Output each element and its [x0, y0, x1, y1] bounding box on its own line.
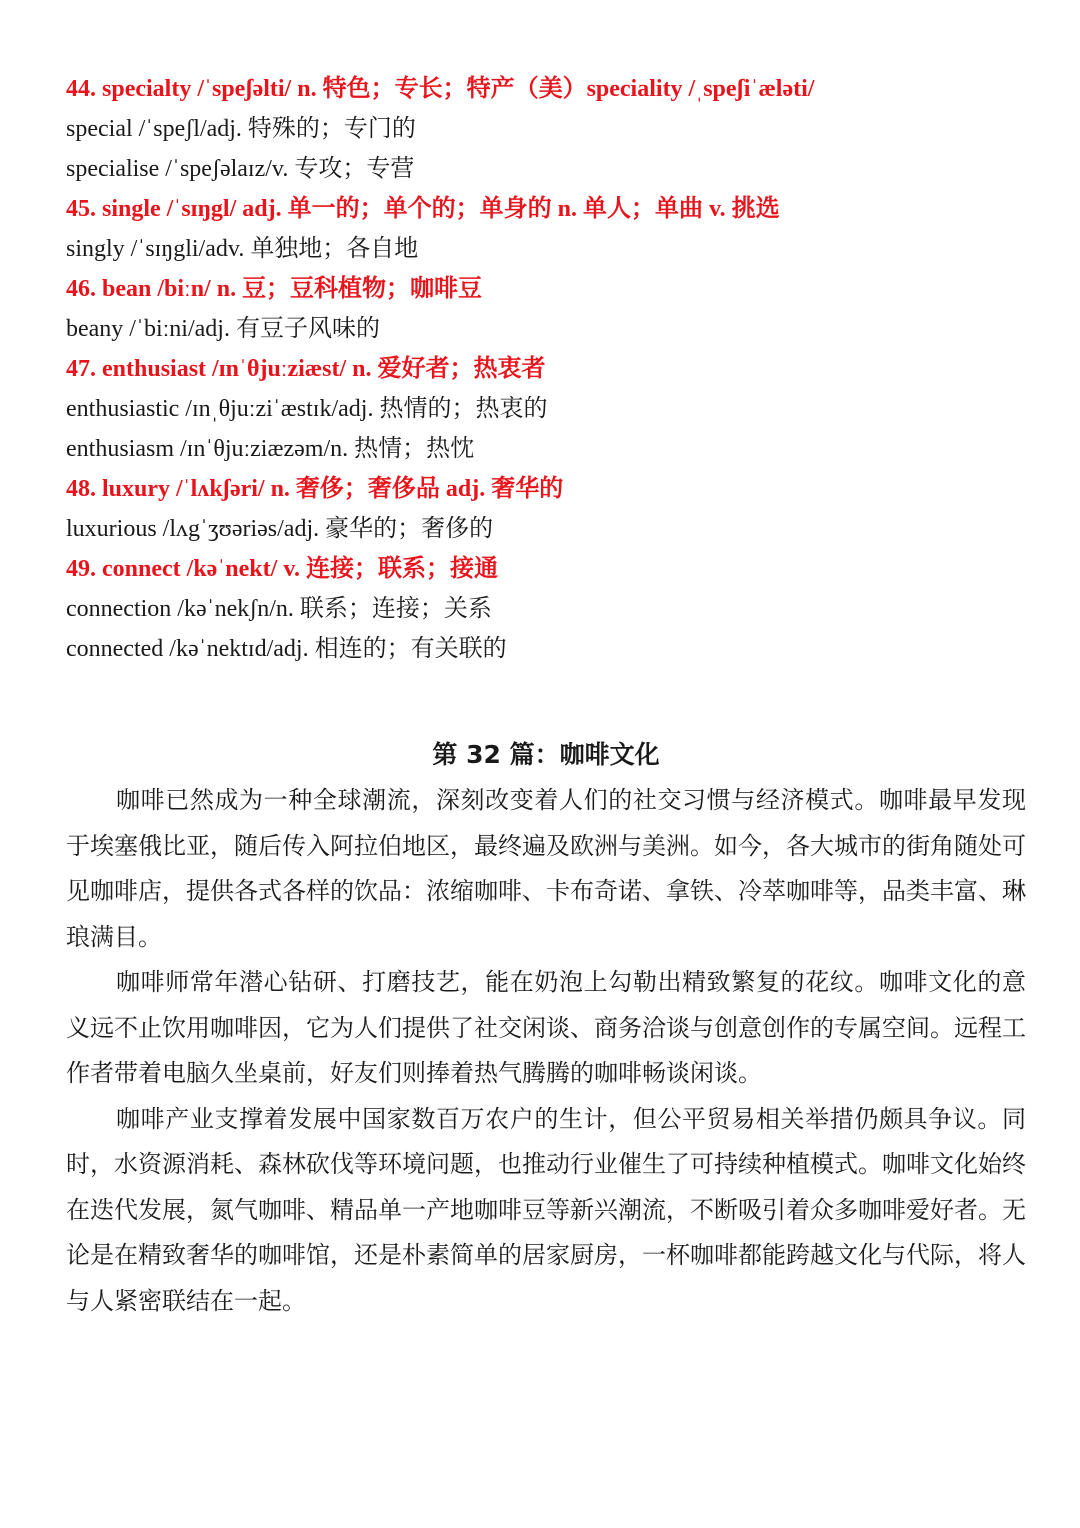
vocab-entry-single: 45. single /ˈsɪŋgl/ adj. 单一的；单个的；单身的 n. 单人；单曲 v. 挑选	[66, 196, 780, 222]
vocabulary-list	[66, 69, 1026, 669]
vocab-derivative-special: special /ˈspeʃl/adj. 特殊的；专门的	[66, 116, 416, 142]
vocab-entry-specialty: 44. specialty /ˈspeʃəlti/ n. 特色；专长；特产（美）speciality /ˌspeʃiˈæləti/	[66, 76, 815, 102]
vocab-derivative-enthusiasm: enthusiasm /ɪnˈθjuːziæzəm/n. 热情；热忱	[66, 436, 475, 462]
vocab-derivative-enthusiastic: enthusiastic /ɪnˌθjuːziˈæstɪk/adj. 热情的；热衷的	[66, 396, 548, 422]
vocab-derivative-luxurious: luxurious /lʌgˈʒʊəriəs/adj. 豪华的；奢侈的	[66, 516, 494, 542]
passage-paragraph-3: 咖啡产业支撑着发展中国家数百万农户的生计，但公平贸易相关举措仍颇具争议。同时，水资源消耗、森林砍伐等环境问题，也推动行业催生了可持续种植模式。咖啡文化始终在迭代发展，氮气咖啡、精品单一产地咖啡豆等新兴潮流，不断吸引着众多咖啡爱好者。无论是在精致奢华的咖啡馆，还是朴素简单的居家厨房，一杯咖啡都能跨越文化与代际，将人与人紧密联结在一起。	[66, 1104, 1026, 1315]
vocab-entry-enthusiast: 47. enthusiast /ɪnˈθjuːziæst/ n. 爱好者；热衷者	[66, 356, 546, 382]
vocab-entry-luxury: 48. luxury /ˈlʌkʃəri/ n. 奢侈；奢侈品 adj. 奢华的	[66, 476, 564, 502]
passage-paragraph-1: 咖啡已然成为一种全球潮流，深刻改变着人们的社交习惯与经济模式。咖啡最早发现于埃塞俄比亚，随后传入阿拉伯地区，最终遍及欧洲与美洲。如今，各大城市的街角随处可见咖啡店，提供各式各样的饮品：浓缩咖啡、卡布奇诺、拿铁、冷萃咖啡等，品类丰富、琳琅满目。	[66, 786, 1026, 951]
vocab-derivative-connection: connection /kəˈnekʃn/n. 联系；连接；关系	[66, 596, 492, 622]
vocab-derivative-connected: connected /kəˈnektɪd/adj. 相连的；有关联的	[66, 636, 507, 662]
reading-passage	[66, 732, 1026, 1324]
vocab-derivative-beany: beany /ˈbiːni/adj. 有豆子风味的	[66, 316, 380, 342]
vocab-derivative-specialise: specialise /ˈspeʃəlaɪz/v. 专攻；专营	[66, 156, 415, 182]
vocab-entry-connect: 49. connect /kəˈnekt/ v. 连接；联系；接通	[66, 556, 498, 582]
vocab-entry-bean: 46. bean /biːn/ n. 豆；豆科植物；咖啡豆	[66, 276, 483, 302]
passage-title: 第 32 篇：咖啡文化	[432, 740, 660, 769]
vocab-derivative-singly: singly /ˈsɪŋgli/adv. 单独地；各自地	[66, 236, 419, 262]
passage-paragraph-2: 咖啡师常年潜心钻研、打磨技艺，能在奶泡上勾勒出精致繁复的花纹。咖啡文化的意义远不止饮用咖啡因，它为人们提供了社交闲谈、商务洽谈与创意创作的专属空间。远程工作者带着电脑久坐桌前，好友们则捧着热气腾腾的咖啡畅谈闲谈。	[66, 968, 1026, 1087]
